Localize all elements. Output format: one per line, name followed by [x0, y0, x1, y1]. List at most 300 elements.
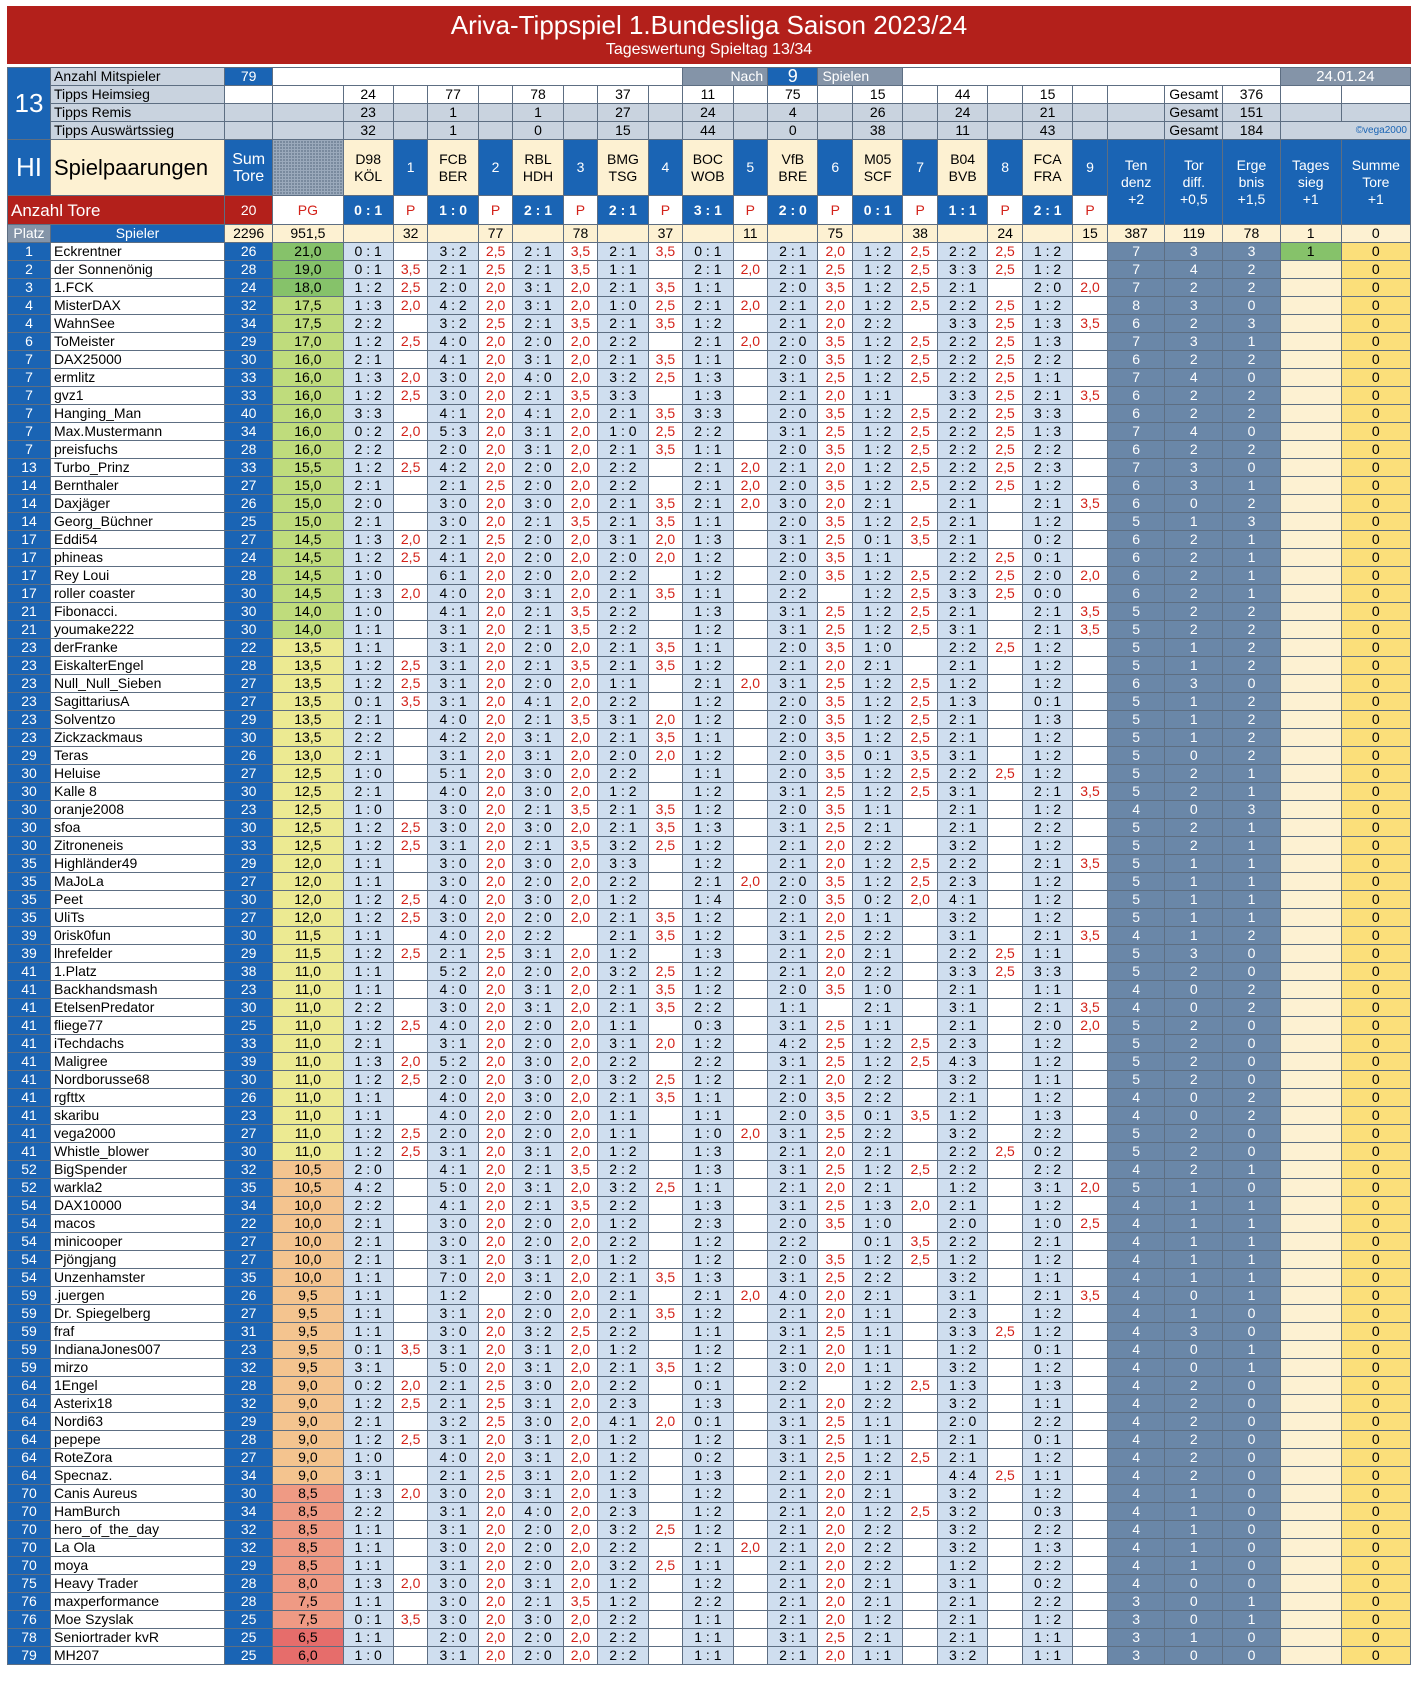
tipp-value: 1 : 0 — [864, 1215, 892, 1231]
tipp-points: 2,0 — [478, 369, 513, 387]
tipp-points — [903, 1341, 938, 1359]
tipp-value: 1 : 1 — [694, 279, 722, 295]
sum-tore: 29 — [225, 333, 273, 351]
tipp-points: 3,5 — [648, 1089, 683, 1107]
tipp-score — [768, 1413, 818, 1431]
tipp-score — [937, 243, 987, 261]
tipp-points — [733, 423, 768, 441]
tipp-value: 2 : 2 — [694, 1053, 722, 1069]
tagessieg — [1280, 1197, 1341, 1215]
tipp-score — [853, 639, 903, 657]
tordiff: 2 — [1165, 1449, 1223, 1467]
tipp-points — [1073, 369, 1108, 387]
tipp-points — [733, 513, 768, 531]
tipp-points: 2,5 — [393, 657, 428, 675]
tipp-score — [428, 747, 478, 765]
ergebnis: 2 — [1223, 747, 1281, 765]
tipp-score — [1022, 549, 1072, 567]
tipp-value: 2 : 3 — [949, 1035, 977, 1051]
tipp-value: 2 : 0 — [779, 711, 807, 727]
tipp-value: 7 : 0 — [439, 1269, 467, 1285]
tordiff: 3 — [1165, 297, 1223, 315]
away-team: TSG — [608, 167, 638, 184]
tipp-value: 2 : 2 — [949, 855, 977, 871]
tipp-score — [428, 963, 478, 981]
tipp-value: 1 : 3 — [694, 603, 722, 619]
tipp-score — [937, 1521, 987, 1539]
tipp-points: 3,5 — [648, 819, 683, 837]
tipp-points: 2,5 — [988, 387, 1023, 405]
summe-tore: 0 — [1341, 1071, 1410, 1089]
spieler-name: pepepe — [50, 1431, 224, 1449]
tipp-points — [393, 513, 428, 531]
tipp-value: 3 : 2 — [609, 1557, 637, 1573]
tipp-score — [428, 513, 478, 531]
tipp-points — [1073, 1107, 1108, 1125]
sum-tore: 25 — [225, 1629, 273, 1647]
tipp-value: 3 : 1 — [949, 621, 977, 637]
table-row — [8, 297, 1411, 315]
tipped-count: 15 — [1073, 225, 1108, 243]
tipp-value: 3 : 0 — [439, 1575, 467, 1591]
blank-cell — [903, 68, 1280, 86]
ergebnis: 0 — [1223, 1125, 1281, 1143]
tipp-value: 3 : 1 — [779, 1449, 807, 1465]
tipp-points: 2,0 — [478, 1179, 513, 1197]
blank-cell — [1107, 104, 1165, 122]
tipp-points — [903, 1629, 938, 1647]
tipp-value: 2 : 1 — [864, 1629, 892, 1645]
tipp-points: 2,0 — [648, 747, 683, 765]
tipp-score — [513, 423, 563, 441]
tipp-score — [768, 1449, 818, 1467]
sum-tore-label: Sum Tore — [225, 140, 273, 196]
tipp-score — [937, 999, 987, 1017]
tipp-value: 2 : 1 — [864, 999, 892, 1015]
pg-points: 10,0 — [273, 1269, 343, 1287]
tordiff: 0 — [1165, 1611, 1223, 1629]
tipp-score — [598, 423, 648, 441]
tipp-score — [343, 1557, 393, 1575]
tipp-value: 1 : 2 — [694, 1503, 722, 1519]
tagessieg — [1280, 1215, 1341, 1233]
game-number: 1 — [393, 140, 428, 196]
game-result: 0 : 1 — [853, 196, 903, 225]
tipp-value: 2 : 1 — [609, 819, 637, 835]
tipp-points: 3,5 — [818, 351, 853, 369]
table-row — [8, 1449, 1411, 1467]
platz: 54 — [8, 1197, 51, 1215]
tipp-points — [733, 1485, 768, 1503]
tipp-score — [768, 873, 818, 891]
tipp-points — [988, 999, 1023, 1017]
away-team: HDH — [522, 167, 554, 184]
pg-points: 10,0 — [273, 1233, 343, 1251]
tipp-points: 2,0 — [563, 1143, 598, 1161]
tipp-value: 3 : 1 — [524, 1359, 552, 1375]
platz: 17 — [8, 531, 51, 549]
sum-tore: 30 — [225, 891, 273, 909]
tipp-points: 2,5 — [988, 423, 1023, 441]
tipp-score — [1022, 567, 1072, 585]
tipp-score — [343, 891, 393, 909]
tipp-score — [683, 1107, 733, 1125]
tipp-value: 2 : 1 — [694, 297, 722, 313]
platz: 30 — [8, 837, 51, 855]
tipp-points — [393, 765, 428, 783]
tipp-points — [988, 1377, 1023, 1395]
tipp-score — [513, 333, 563, 351]
tipp-value: 3 : 0 — [524, 1053, 552, 1069]
tipp-value: 2 : 1 — [779, 297, 807, 313]
tipp-points — [733, 243, 768, 261]
tipp-points: 2,5 — [648, 963, 683, 981]
tipp-points — [393, 1359, 428, 1377]
sum-tore: 34 — [225, 1467, 273, 1485]
tipp-score — [343, 1521, 393, 1539]
tipp-score — [513, 1503, 563, 1521]
tendenz: 4 — [1107, 801, 1165, 819]
tordiff: 2 — [1165, 783, 1223, 801]
tagessieg — [1280, 1305, 1341, 1323]
tipp-score — [768, 747, 818, 765]
tipp-score — [853, 1503, 903, 1521]
table-row — [8, 1485, 1411, 1503]
summe-tore: 0 — [1341, 1161, 1410, 1179]
tipp-score — [768, 981, 818, 999]
tipp-points — [648, 783, 683, 801]
game-number: 2 — [478, 140, 513, 196]
tipp-score — [428, 711, 478, 729]
tipp-points: 2,5 — [903, 1449, 938, 1467]
tipp-value: 1 : 3 — [1033, 423, 1062, 439]
summary-header-line: denz — [1120, 173, 1152, 190]
tipp-score — [683, 675, 733, 693]
tipp-score — [937, 1377, 987, 1395]
tipp-value: 1 : 2 — [1033, 765, 1062, 781]
tipp-points — [733, 1035, 768, 1053]
spieler-name: 1.Platz — [50, 963, 224, 981]
tipp-score — [683, 459, 733, 477]
tipp-value: 1 : 2 — [694, 1233, 722, 1249]
tipp-score — [1022, 1593, 1072, 1611]
tipp-score — [343, 387, 393, 405]
tipp-value: 2 : 1 — [779, 1305, 807, 1321]
spieler-name: Maligree — [50, 1053, 224, 1071]
tipp-value: 1 : 3 — [694, 531, 722, 547]
tipp-score — [853, 1341, 903, 1359]
tipp-score — [1022, 1197, 1072, 1215]
tipp-value: 2 : 0 — [524, 567, 552, 583]
tipp-score — [853, 1161, 903, 1179]
tipp-score — [513, 675, 563, 693]
tordiff: 0 — [1165, 1359, 1223, 1377]
tipp-score — [428, 1629, 478, 1647]
platz: 7 — [8, 369, 51, 387]
tagessieg — [1280, 1341, 1341, 1359]
tipp-score — [428, 1323, 478, 1341]
blank-cell — [648, 104, 683, 122]
blank-cell — [853, 225, 903, 243]
tipp-score — [768, 765, 818, 783]
tipp-value: 3 : 1 — [949, 1575, 977, 1591]
tipp-score — [513, 1107, 563, 1125]
tipp-score — [683, 693, 733, 711]
platz: 4 — [8, 297, 51, 315]
tipp-score — [343, 495, 393, 513]
ergebnis: 2 — [1223, 999, 1281, 1017]
tipp-value: 1 : 3 — [949, 693, 977, 709]
tipp-points — [733, 981, 768, 999]
tipp-value: 2 : 2 — [864, 927, 892, 943]
tipp-value: 2 : 0 — [524, 333, 552, 349]
tipp-points: 2,0 — [478, 513, 513, 531]
spieler-name: Highländer49 — [50, 855, 224, 873]
table-row — [8, 639, 1411, 657]
tipp-score — [853, 621, 903, 639]
tipp-points — [733, 1143, 768, 1161]
table-row — [8, 315, 1411, 333]
tipp-points — [648, 477, 683, 495]
platz: 70 — [8, 1503, 51, 1521]
tipp-points — [903, 1521, 938, 1539]
tipp-value: 1 : 1 — [864, 1017, 892, 1033]
tipp-points — [733, 279, 768, 297]
tipp-value: 3 : 0 — [779, 495, 807, 511]
tordiff: 3 — [1165, 1323, 1223, 1341]
tipp-points — [988, 657, 1023, 675]
tipp-value: 2 : 0 — [779, 639, 807, 655]
tipp-value: 3 : 1 — [524, 729, 552, 745]
tipp-points: 2,5 — [478, 477, 513, 495]
tipp-value: 1 : 2 — [864, 333, 892, 349]
table-row — [8, 261, 1411, 279]
tipp-value: 3 : 1 — [609, 711, 637, 727]
tipp-value: 2 : 2 — [949, 441, 977, 457]
tipp-value: 4 : 3 — [949, 1053, 977, 1069]
tipp-points: 2,0 — [563, 1521, 598, 1539]
tipp-score — [683, 1287, 733, 1305]
tipp-value: 2 : 1 — [609, 315, 637, 331]
tipp-value: 2 : 2 — [609, 1611, 637, 1627]
tipp-points — [1073, 333, 1108, 351]
tipp-score — [768, 891, 818, 909]
blank-cell — [648, 86, 683, 104]
tipp-value: 1 : 2 — [864, 261, 892, 277]
tipp-score — [853, 909, 903, 927]
tipp-points: 2,0 — [818, 387, 853, 405]
tipp-points: 2,0 — [478, 549, 513, 567]
tipp-score — [428, 423, 478, 441]
tipp-value: 2 : 1 — [779, 945, 807, 961]
platz: 1 — [8, 243, 51, 261]
tipp-score — [768, 1377, 818, 1395]
platz: 70 — [8, 1557, 51, 1575]
tipp-score — [1022, 423, 1072, 441]
sum-tore: 27 — [225, 909, 273, 927]
platz: 23 — [8, 657, 51, 675]
tipp-score — [1022, 837, 1072, 855]
tipp-points — [988, 1557, 1023, 1575]
tipp-points — [1073, 1431, 1108, 1449]
tipp-score — [853, 1449, 903, 1467]
tipp-score — [1022, 873, 1072, 891]
tipp-points — [648, 1143, 683, 1161]
ergebnis: 0 — [1223, 459, 1281, 477]
tendenz: 5 — [1107, 639, 1165, 657]
away-team: KÖL — [354, 167, 383, 184]
page-subtitle: Tageswertung Spieltag 13/34 — [605, 41, 813, 58]
tipp-points — [1073, 1593, 1108, 1611]
ergebnis: 1 — [1223, 567, 1281, 585]
tipp-score — [428, 351, 478, 369]
tipp-score — [343, 927, 393, 945]
tipp-value: 2 : 2 — [1033, 1413, 1062, 1429]
table-row — [8, 1071, 1411, 1089]
tipp-points: 2,0 — [818, 909, 853, 927]
tipp-value: 4 : 1 — [439, 1197, 467, 1213]
tipp-points — [903, 927, 938, 945]
tipp-value: 3 : 1 — [439, 1143, 467, 1159]
summe-tore: 0 — [1341, 513, 1410, 531]
tipp-value: 3 : 2 — [609, 837, 637, 853]
sum-tore: 29 — [225, 855, 273, 873]
tipp-score — [513, 1395, 563, 1413]
tipp-score — [598, 657, 648, 675]
tipp-value: 1 : 2 — [864, 423, 892, 439]
tipp-value: 2 : 2 — [609, 333, 637, 349]
tendenz: 5 — [1107, 513, 1165, 531]
tipp-points — [393, 1323, 428, 1341]
tipp-value: 3 : 1 — [524, 1143, 552, 1159]
tipp-value: 2 : 1 — [609, 405, 637, 421]
tipp-value: 4 : 0 — [439, 585, 467, 601]
tipp-points: 2,0 — [478, 567, 513, 585]
tipp-score — [428, 1215, 478, 1233]
tipp-score — [853, 1305, 903, 1323]
tipps-count: 15 — [853, 86, 903, 104]
tipp-score — [683, 1575, 733, 1593]
tipp-points: 2,0 — [563, 765, 598, 783]
tipp-value: 3 : 0 — [439, 855, 467, 871]
tipp-value: 1 : 2 — [864, 1053, 892, 1069]
table-row — [8, 1017, 1411, 1035]
tipp-score — [1022, 693, 1072, 711]
tipps-label: Tipps Auswärtssieg — [50, 122, 224, 140]
tipp-value: 1 : 2 — [609, 945, 637, 961]
spieler-name: youmake222 — [50, 621, 224, 639]
tipp-value: 0 : 1 — [864, 1233, 892, 1249]
blank-cell — [563, 86, 598, 104]
tagessieg — [1280, 909, 1341, 927]
sum-tore: 30 — [225, 819, 273, 837]
tipp-score — [937, 567, 987, 585]
tipp-points: 2,0 — [478, 387, 513, 405]
spieler-name: Asterix18 — [50, 1395, 224, 1413]
tipp-points: 2,0 — [478, 1143, 513, 1161]
tipp-score — [343, 1179, 393, 1197]
tipp-value: 3 : 1 — [779, 531, 807, 547]
tipp-score — [1022, 657, 1072, 675]
tipp-value: 3 : 3 — [354, 405, 382, 421]
tendenz: 4 — [1107, 1287, 1165, 1305]
tendenz: 6 — [1107, 351, 1165, 369]
tipp-points: 2,5 — [393, 333, 428, 351]
sum-tore: 28 — [225, 1377, 273, 1395]
tordiff: 0 — [1165, 1593, 1223, 1611]
tipp-points — [648, 621, 683, 639]
tipp-value: 4 : 1 — [439, 405, 467, 421]
tipped-count: 75 — [818, 225, 853, 243]
tipp-points: 3,5 — [648, 639, 683, 657]
tipp-score — [1022, 1449, 1072, 1467]
tipp-value: 1 : 3 — [694, 945, 722, 961]
tipp-score — [513, 261, 563, 279]
spielen-label: Spielen — [818, 68, 903, 86]
ergebnis: 1 — [1223, 1251, 1281, 1269]
tipp-points — [1073, 711, 1108, 729]
tipp-score — [768, 963, 818, 981]
sum-tore: 30 — [225, 621, 273, 639]
pg-points: 10,5 — [273, 1179, 343, 1197]
tipp-value: 2 : 1 — [779, 963, 807, 979]
tipp-score — [683, 729, 733, 747]
ergebnis: 2 — [1223, 387, 1281, 405]
tipp-value: 2 : 1 — [524, 513, 552, 529]
tipp-points — [903, 1125, 938, 1143]
p-label: P — [478, 196, 513, 225]
sum-tore: 30 — [225, 783, 273, 801]
tipp-score — [853, 1179, 903, 1197]
tipp-value: 2 : 1 — [1033, 999, 1062, 1015]
spieler-name: BigSpender — [50, 1161, 224, 1179]
tipp-score — [598, 243, 648, 261]
tipp-points — [988, 1053, 1023, 1071]
tipp-value: 3 : 2 — [439, 315, 467, 331]
tipp-value: 1 : 3 — [609, 1485, 637, 1501]
tipp-points — [1073, 1539, 1108, 1557]
tipp-value: 2 : 1 — [524, 1197, 552, 1213]
tipp-points — [1073, 1575, 1108, 1593]
tipp-score — [853, 1431, 903, 1449]
summe-tore: 0 — [1341, 369, 1410, 387]
tipp-value: 2 : 1 — [524, 261, 552, 277]
tipp-points: 2,0 — [478, 639, 513, 657]
tipp-score — [343, 405, 393, 423]
tipp-points — [393, 639, 428, 657]
tipp-score — [513, 513, 563, 531]
tipp-value: 1 : 3 — [694, 1467, 722, 1483]
tipp-value: 1 : 1 — [1033, 981, 1062, 997]
sum-tore: 27 — [225, 873, 273, 891]
summe-tore: 0 — [1341, 549, 1410, 567]
tipp-value: 3 : 0 — [524, 891, 552, 907]
tipp-score — [598, 837, 648, 855]
tipp-score — [598, 333, 648, 351]
ergebnis: 0 — [1223, 1521, 1281, 1539]
tagessieg — [1280, 1485, 1341, 1503]
blank-cell — [563, 104, 598, 122]
spieler-name: phineas — [50, 549, 224, 567]
blank-cell — [818, 122, 853, 140]
tipp-score — [853, 657, 903, 675]
pg-points: 10,0 — [273, 1197, 343, 1215]
table-row — [8, 891, 1411, 909]
tipp-points: 2,5 — [903, 783, 938, 801]
tipp-score — [768, 1557, 818, 1575]
tipp-value: 1 : 3 — [1033, 1107, 1062, 1123]
tipp-score — [428, 1431, 478, 1449]
